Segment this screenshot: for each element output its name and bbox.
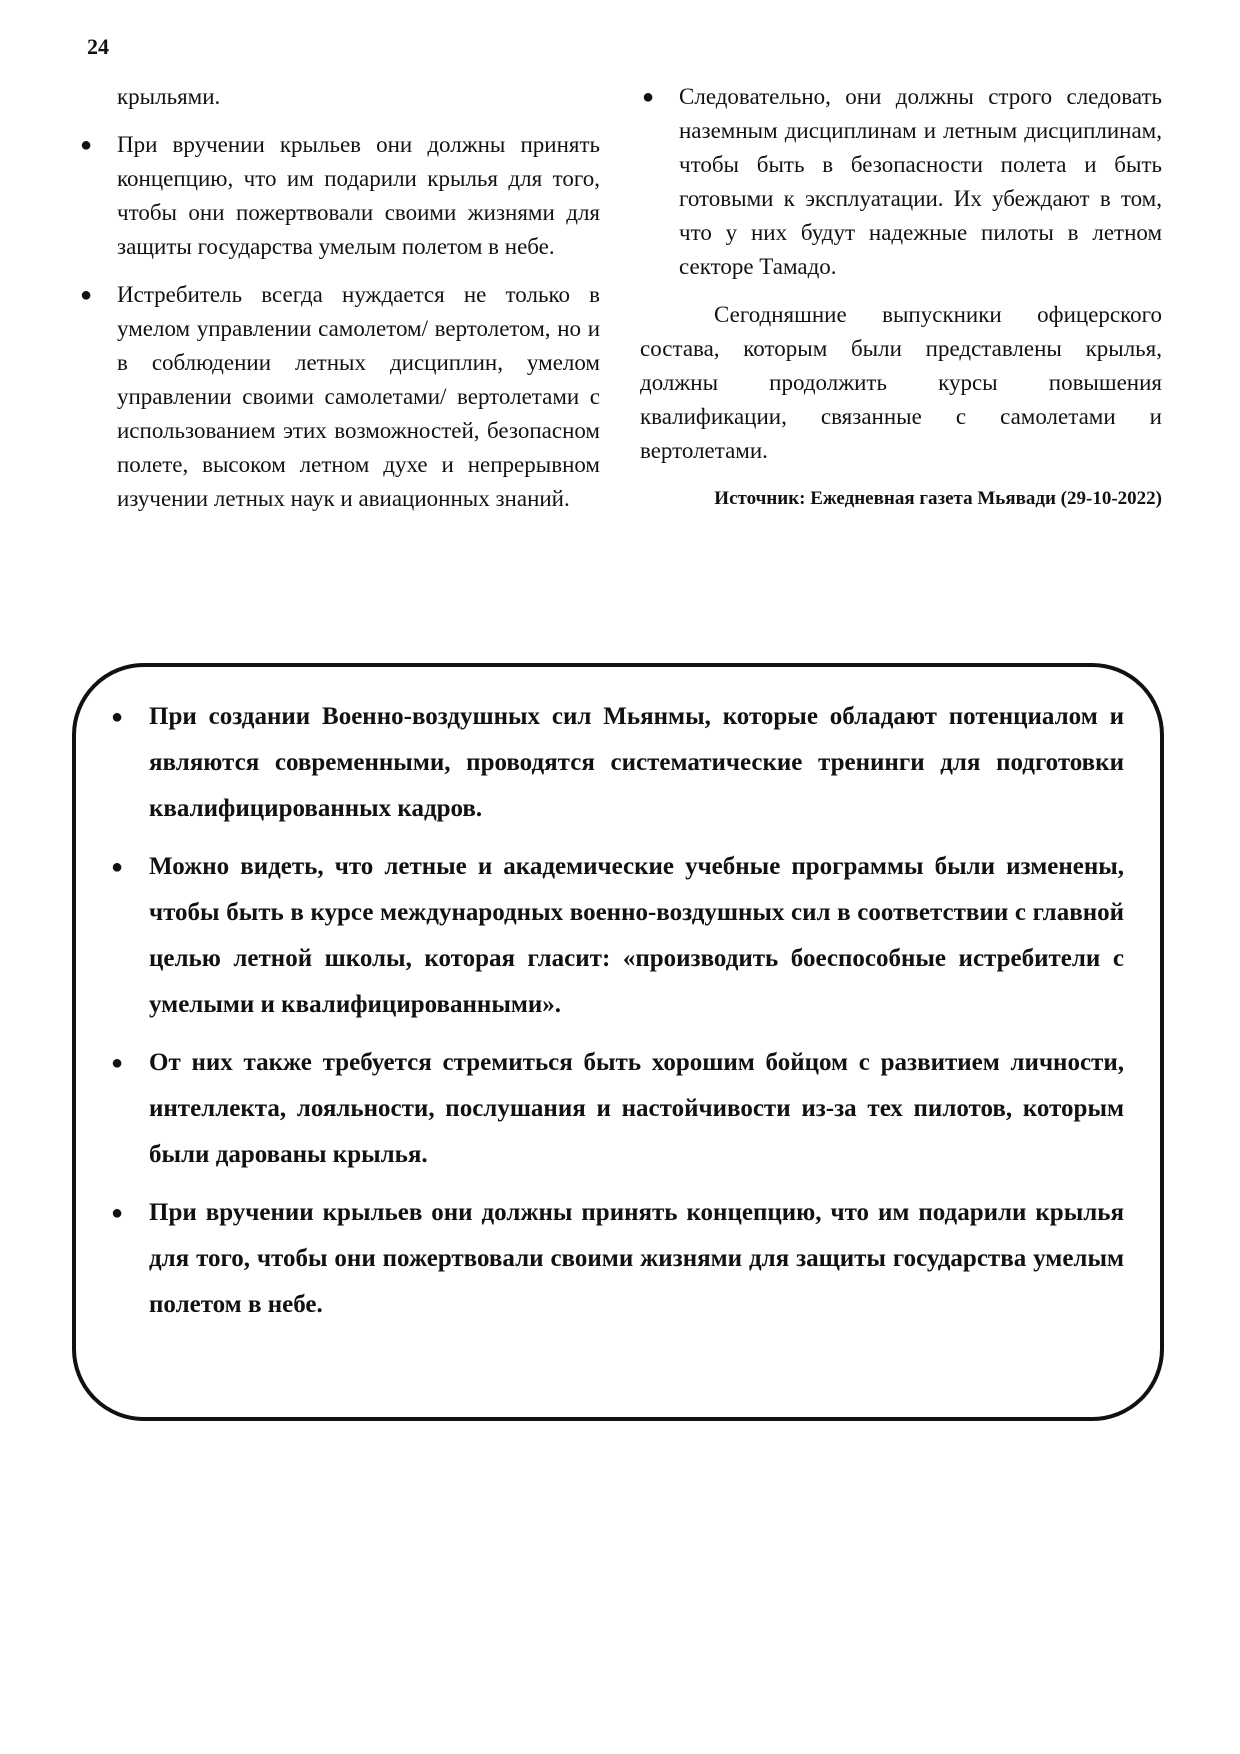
list-item-text: При вручении крыльев они должны принять концепцию, что им подарили крылья для того, чтобы они пожертвовали своими жизнями для защиты государства умелым полетом в небе. bbox=[149, 1199, 1124, 1318]
list-item-text: Можно видеть, что летные и академические учебные программы были изменены, чтобы быть в курсе международных военно-воздушных сил в соответствии с главной целью летной школы, которая гласит: «производить боеспособные истребители с умелыми и квалифицированными». bbox=[149, 853, 1124, 1018]
page-number: 24 bbox=[87, 34, 109, 59]
list-item bbox=[78, 278, 600, 516]
list-item-text: Следовательно, они должны строго следовать наземным дисциплинам и летным дисциплинам, чтобы быть в безопасности полета и быть готовыми к эксплуатации. Их убеждают в том, что у них будут надежные пилоты в летном секторе Тамадо. bbox=[679, 84, 1162, 279]
list-item-text: От них также требуется стремиться быть хорошим бойцом с развитием личности, интеллекта, лояльности, послушания и настойчивости из-за тех пилотов, которым были дарованы крылья. bbox=[149, 1049, 1124, 1168]
bullet-icon: ● bbox=[642, 86, 655, 108]
continuation-text: крыльями. bbox=[117, 84, 221, 109]
source-citation: Источник: Ежедневная газета Мьявади (29-10-2022) bbox=[714, 488, 1162, 509]
list-item bbox=[640, 80, 1162, 284]
list-item bbox=[108, 694, 1124, 832]
list-item bbox=[108, 1040, 1124, 1178]
highlight-bullet-list bbox=[76, 667, 1160, 1328]
highlight-box bbox=[72, 663, 1164, 1421]
list-item bbox=[108, 1190, 1124, 1328]
left-column bbox=[78, 80, 600, 530]
bullet-icon: ● bbox=[111, 706, 124, 728]
bullet-icon: ● bbox=[111, 1052, 124, 1074]
list-item-text: При вручении крыльев они должны принять концепцию, что им подарили крылья для того, чтобы они пожертвовали своими жизнями для защиты государства умелым полетом в небе. bbox=[117, 132, 600, 259]
list-item-text: При создании Военно-воздушных сил Мьянмы, которые обладают потенциалом и являются современными, проводятся систематические тренинги для подготовки квалифицированных кадров. bbox=[149, 703, 1124, 822]
bullet-icon: ● bbox=[80, 284, 93, 306]
bullet-icon: ● bbox=[111, 1202, 124, 1224]
right-column bbox=[640, 80, 1162, 516]
right-bullet-list bbox=[640, 80, 1162, 284]
list-item-text: Истребитель всегда нуждается не только в умелом управлении самолетом/ вертолетом, но и в соблюдении летных дисциплин, умелом управлении своими самолетами/ вертолетами с использованием этих возможностей, безопасном полете, высоком летном духе и непрерывном изучении летных наук и авиационных знаний. bbox=[117, 282, 600, 511]
body-paragraph: Сегодняшние выпускники офицерского состава, которым были представлены крылья, должны продолжить курсы повышения квалификации, связанные с самолетами и вертолетами. bbox=[640, 302, 1162, 463]
left-bullet-list bbox=[78, 128, 600, 516]
bullet-icon: ● bbox=[111, 856, 124, 878]
list-item bbox=[108, 844, 1124, 1028]
bullet-icon: ● bbox=[80, 134, 93, 156]
list-item bbox=[78, 128, 600, 264]
